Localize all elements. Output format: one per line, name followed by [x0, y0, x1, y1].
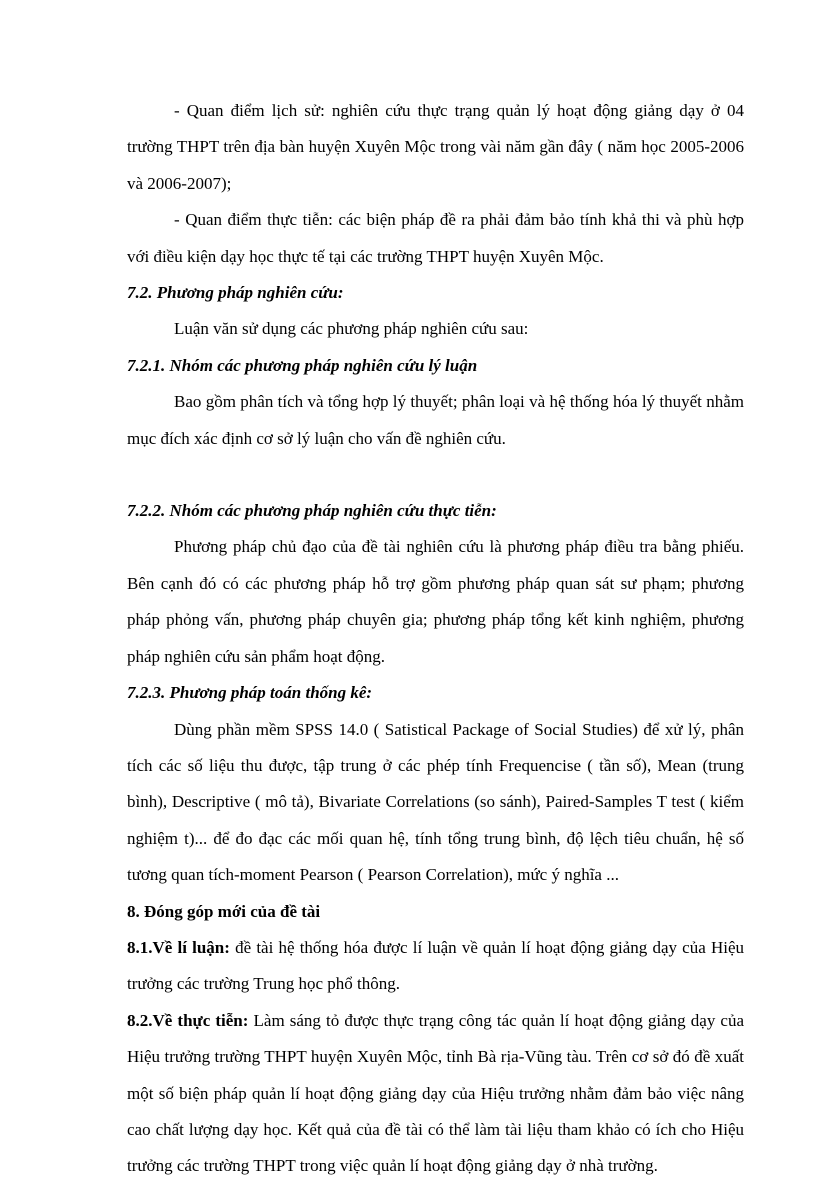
- document-page: [127, 93, 744, 1185]
- paragraph-historical-viewpoint: - Quan điểm lịch sử: nghiên cứu thực trạng quản lý hoạt động giảng dạy ở 04 trường THPT trên địa bàn huyện Xuyên Mộc trong vài năm gần đây ( năm học 2005-2006 và 2006-2007);: [127, 101, 744, 193]
- practice-contribution-text: Làm sáng tỏ được thực trạng công tác quản lí hoạt động giảng dạy của Hiệu trưởng trường THPT huyện Xuyên Mộc, tỉnh Bà rịa-Vũng tàu. Trên cơ sở đó đề xuất một số biện pháp quản lí hoạt động giảng dạy của Hiệu trưởng nhằm đảm bảo việc nâng cao chất lượng dạy học. Kết quả của đề tài có thể làm tài liệu tham khảo có ích cho Hiệu trưởng các trường THPT trong việc quản lí hoạt động giảng dạy ở nhà trường.: [127, 1010, 744, 1176]
- heading-7-2-1: 7.2.1. Nhóm các phương pháp nghiên cứu lý luận: [127, 355, 478, 375]
- heading-7-2-3: 7.2.3. Phương pháp toán thống kê:: [127, 683, 373, 703]
- practice-contribution-lead: 8.2.Về thực tiễn:: [127, 1010, 249, 1030]
- paragraph-practice-contribution: [127, 1003, 744, 1185]
- heading-7-2-2: 7.2.2. Nhóm các phương pháp nghiên cứu thực tiễn:: [127, 501, 497, 521]
- paragraph-practical-viewpoint: - Quan điểm thực tiễn: các biện pháp đề ra phải đảm bảo tính khả thi và phù hợp với điều kiện dạy học thực tế tại các trường THPT huyện Xuyên Mộc.: [127, 210, 744, 266]
- paragraph-practical-methods: Phương pháp chủ đạo của đề tài nghiên cứu là phương pháp điều tra bằng phiếu. Bên cạnh đó có các phương pháp hỗ trợ gồm phương pháp quan sát sư phạm; phương pháp phỏng vấn, phương pháp chuyên gia; phương pháp tổng kết kinh nghiệm, phương pháp nghiên cứu sản phẩm hoạt động.: [127, 537, 744, 666]
- theory-contribution-lead: 8.1.Về lí luận:: [127, 937, 230, 957]
- paragraph-methods-intro: Luận văn sử dụng các phương pháp nghiên cứu sau:: [174, 319, 529, 339]
- theory-contribution-text: đề tài hệ thống hóa được lí luận về quản lí hoạt động giảng dạy của Hiệu trưởng các trường Trung học phổ thông.: [127, 937, 744, 994]
- paragraph-theory-methods: Bao gồm phân tích và tổng hợp lý thuyết; phân loại và hệ thống hóa lý thuyết nhằm mục đích xác định cơ sở lý luận cho vấn đề nghiên cứu.: [127, 392, 744, 448]
- paragraph-statistics-methods: Dùng phần mềm SPSS 14.0 ( Satistical Package of Social Studies) để xử lý, phân tích các số liệu thu được, tập trung ở các phép tính Frequencise ( tần số), Mean (trung bình), Descriptive ( mô tả), Bivariate Correlations (so sánh), Paired-Samples T test ( kiểm nghiệm t)... để đo đạc các mối quan hệ, tính tổng trung bình, độ lệch tiêu chuẩn, hệ số tương quan tích-moment Pearson ( Pearson Correlation), mức ý nghĩa ...: [127, 719, 744, 885]
- paragraph-spacer: [127, 457, 744, 493]
- heading-7-2: 7.2. Phương pháp nghiên cứu:: [127, 283, 344, 303]
- paragraph-theory-contribution: [127, 930, 744, 1003]
- heading-8: 8. Đóng góp mới của đề tài: [127, 901, 321, 921]
